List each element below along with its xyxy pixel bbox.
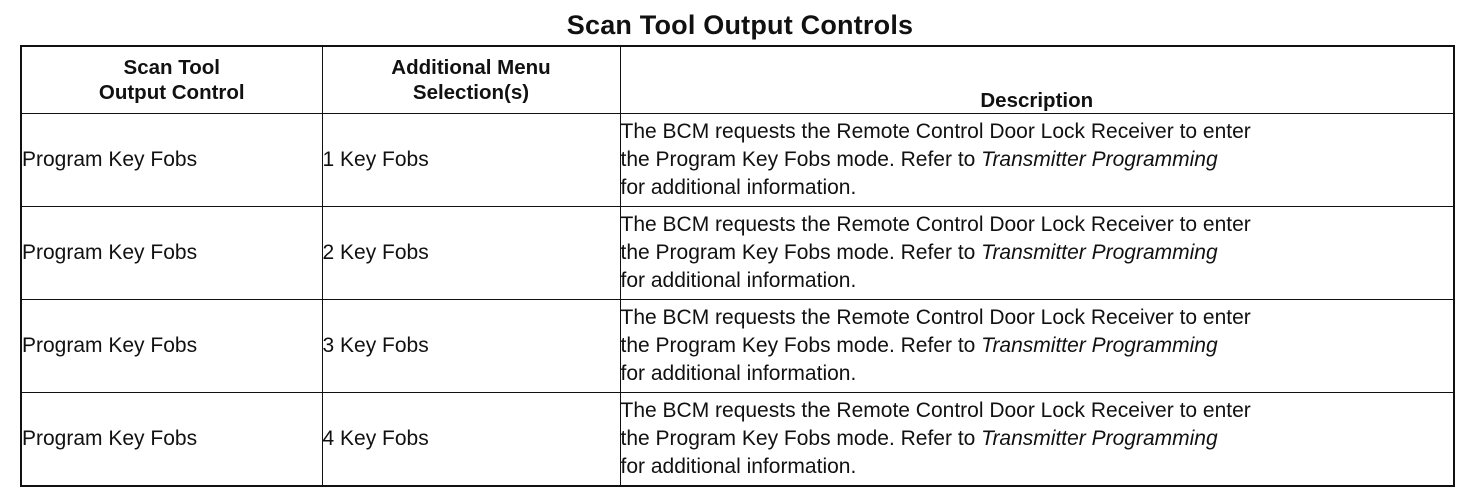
reference-title: Transmitter Programming (981, 240, 1218, 264)
header-output-control (21, 46, 322, 114)
header-description: Description (620, 46, 1454, 114)
description-text: the Program Key Fobs mode. Refer to (620, 240, 982, 264)
output-control-cell: Program Key Fobs (21, 114, 322, 207)
description-line: The BCM requests the Remote Control Door Lock Receiver to enter (620, 305, 1251, 329)
description-text: the Program Key Fobs mode. Refer to (620, 147, 982, 171)
header-output-control-line1: Scan Tool (123, 56, 220, 79)
reference-title: Transmitter Programming (981, 147, 1218, 171)
description-text: the Program Key Fobs mode. Refer to (620, 333, 982, 357)
description-line: for additional information. (620, 454, 857, 478)
table-row (21, 299, 1454, 392)
reference-title: Transmitter Programming (981, 426, 1218, 450)
description-line (621, 425, 1454, 453)
description-line: for additional information. (620, 361, 857, 385)
table-row (21, 114, 1454, 207)
header-menu-selection-line1: Additional Menu (391, 56, 551, 79)
description-line: The BCM requests the Remote Control Door Lock Receiver to enter (620, 119, 1251, 143)
description-text: the Program Key Fobs mode. Refer to (620, 426, 982, 450)
menu-selection-cell: 2 Key Fobs (322, 206, 620, 299)
description-line (621, 146, 1454, 174)
description-cell (620, 299, 1454, 392)
header-menu-selection-line2: Selection(s) (412, 81, 530, 104)
description-cell (620, 206, 1454, 299)
header-menu-selection (322, 46, 620, 114)
menu-selection-cell: 3 Key Fobs (322, 299, 620, 392)
description-line (621, 239, 1454, 267)
description-line: for additional information. (620, 268, 857, 292)
table-title: Scan Tool Output Controls (566, 10, 914, 40)
description-line: The BCM requests the Remote Control Door Lock Receiver to enter (620, 398, 1251, 422)
description-cell (620, 392, 1454, 486)
table-row (21, 206, 1454, 299)
menu-selection-cell: 4 Key Fobs (322, 392, 620, 486)
description-cell (620, 114, 1454, 207)
description-line (621, 332, 1454, 360)
description-line: The BCM requests the Remote Control Door Lock Receiver to enter (620, 212, 1251, 236)
description-line: for additional information. (620, 175, 857, 199)
output-controls-table (20, 45, 1455, 487)
output-control-cell: Program Key Fobs (21, 299, 322, 392)
output-control-cell: Program Key Fobs (21, 206, 322, 299)
table-row (21, 392, 1454, 486)
output-control-cell: Program Key Fobs (21, 392, 322, 486)
reference-title: Transmitter Programming (981, 333, 1218, 357)
header-output-control-line2: Output Control (98, 81, 245, 104)
header-row (21, 46, 1454, 114)
menu-selection-cell: 1 Key Fobs (322, 114, 620, 207)
